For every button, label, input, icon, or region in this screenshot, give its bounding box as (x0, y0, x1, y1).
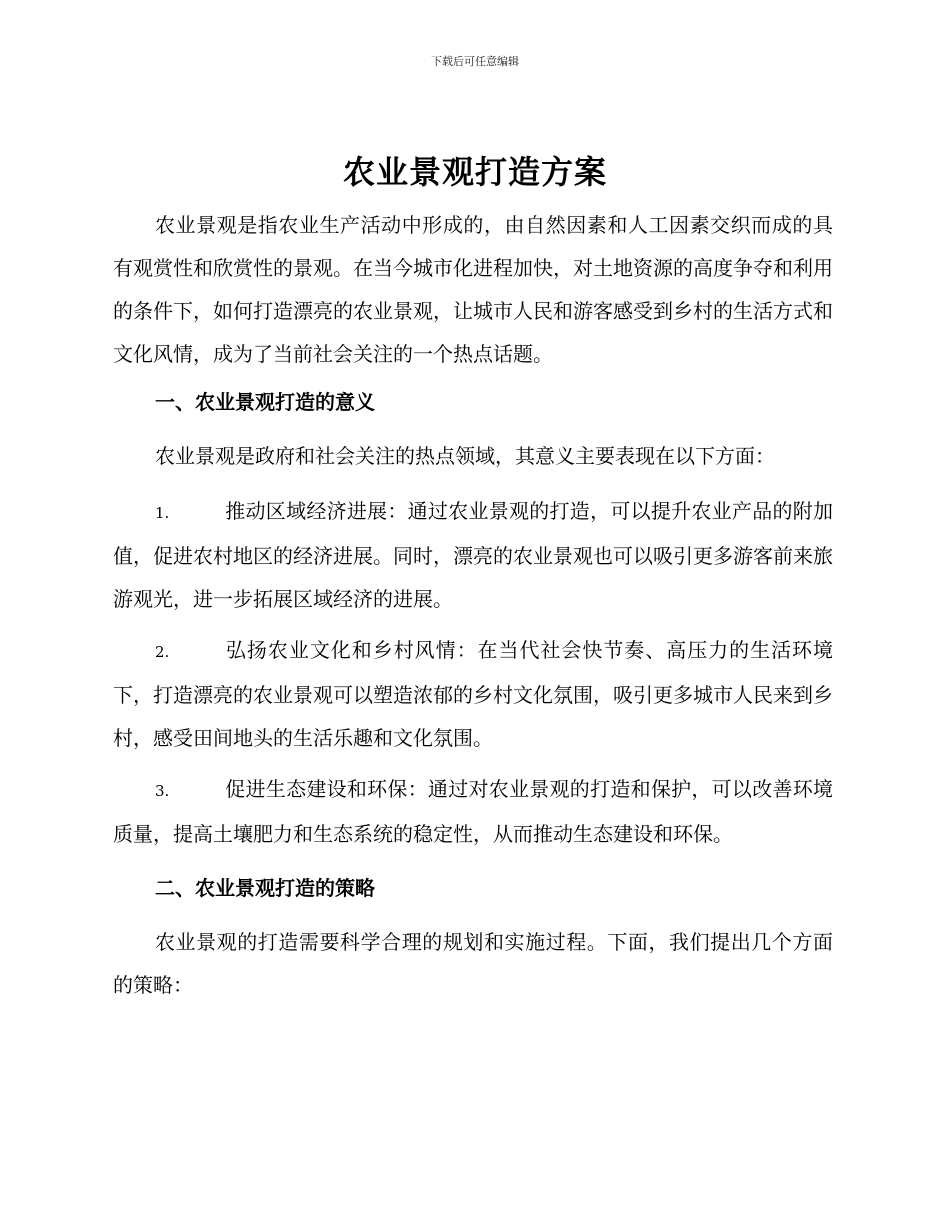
list-item-text: 推动区域经济进展：通过农业景观的打造，可以提升农业产品的附加值，促进农村地区的经济进展。同时，漂亮的农业景观也可以吸引更多游客前来旅游观光，进一步拓展区域经济的进展。 (113, 499, 833, 611)
list-item-1 (113, 490, 833, 621)
document-title: 农业景观打造方案 (342, 153, 607, 191)
list-item-text: 弘扬农业文化和乡村风情：在当代社会快节奏、高压力的生活环境下，打造漂亮的农业景观可以塑造浓郁的乡村文化氛围，吸引更多城市人民来到乡村，感受田间地头的生活乐趣和文化氛围。 (113, 638, 833, 750)
list-item-number: 2. (155, 643, 170, 661)
page-header-note: 下载后可任意编辑 (431, 55, 519, 68)
section-2-lead: 农业景观的打造需要科学合理的规划和实施过程。下面，我们提出几个方面的策略： (113, 930, 833, 997)
section-1-heading: 一、农业景观打造的意义 (155, 390, 375, 414)
section-1-lead: 农业景观是政府和社会关注的热点领域，其意义主要表现在以下方面： (155, 444, 775, 468)
section-2-heading: 二、农业景观打造的策略 (155, 876, 375, 900)
list-item-number: 1. (155, 504, 170, 522)
list-item-3 (113, 768, 833, 856)
intro-paragraph: 农业景观是指农业生产活动中形成的，由自然因素和人工因素交织而成的具有观赏性和欣赏性的景观。在当今城市化进程加快，对土地资源的高度争夺和利用的条件下，如何打造漂亮的农业景观，让城市人民和游客感受到乡村的生活方式和文化风情，成为了当前社会关注的一个热点话题。 (113, 213, 833, 366)
list-item-text: 促进生态建设和环保：通过对农业景观的打造和保护，可以改善环境质量，提高土壤肥力和生态系统的稳定性，从而推动生态建设和环保。 (113, 777, 833, 846)
list-item-2 (113, 629, 833, 760)
list-item-number: 3. (155, 782, 170, 800)
